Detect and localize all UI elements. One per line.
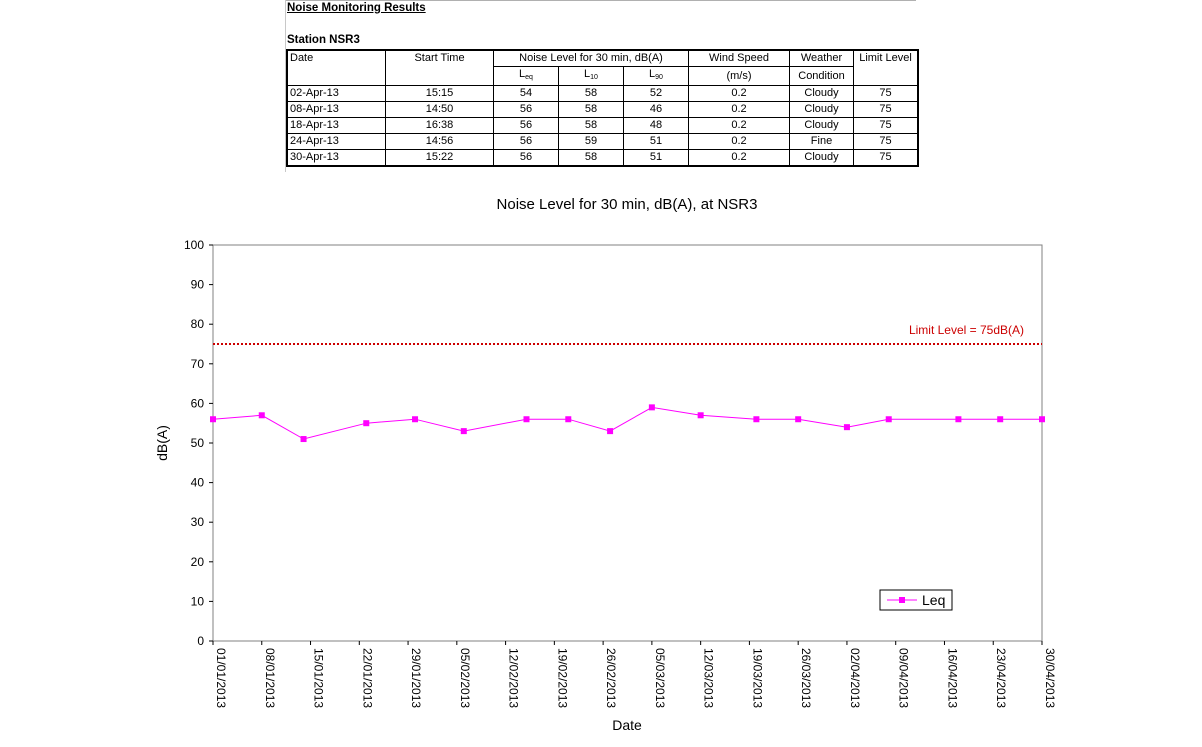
cell-wind: 0.2 xyxy=(689,86,790,102)
data-point xyxy=(1039,416,1045,422)
data-point xyxy=(523,416,529,422)
x-tick-label: 12/02/2013 xyxy=(506,648,521,709)
y-tick-label: 50 xyxy=(190,436,204,450)
header-wind-speed: Wind Speed xyxy=(689,50,790,67)
x-tick-label: 26/03/2013 xyxy=(799,648,814,709)
cell-l90: 48 xyxy=(624,118,689,134)
data-point xyxy=(210,416,216,422)
cell-limit: 75 xyxy=(854,150,919,167)
series-line-leq xyxy=(213,407,1042,439)
y-tick-label: 100 xyxy=(183,238,204,252)
cell-time: 16:38 xyxy=(386,118,494,134)
cell-time: 14:50 xyxy=(386,102,494,118)
x-tick-label: 12/03/2013 xyxy=(701,648,716,709)
x-tick-label: 05/03/2013 xyxy=(652,648,667,709)
data-point xyxy=(997,416,1003,422)
data-point xyxy=(795,416,801,422)
cell-wind: 0.2 xyxy=(689,150,790,167)
y-tick-label: 20 xyxy=(190,554,204,569)
cell-l10: 59 xyxy=(559,134,624,150)
x-axis-label: Date xyxy=(612,717,642,733)
x-tick-label: 22/01/2013 xyxy=(360,648,375,709)
x-tick-label: 23/04/2013 xyxy=(994,648,1009,709)
cell-limit: 75 xyxy=(854,134,919,150)
cell-leq: 54 xyxy=(494,86,559,102)
cell-date: 30-Apr-13 xyxy=(287,150,386,167)
cell-time: 14:56 xyxy=(386,134,494,150)
y-tick-label: 10 xyxy=(190,594,204,609)
report-title: Noise Monitoring Results xyxy=(287,2,426,14)
header-weather-2: Condition xyxy=(790,67,854,86)
y-axis-label: dB(A) xyxy=(154,425,170,461)
legend xyxy=(880,590,952,610)
cell-l90: 46 xyxy=(624,102,689,118)
data-point xyxy=(955,416,961,422)
cell-date: 18-Apr-13 xyxy=(287,118,386,134)
data-point xyxy=(259,412,265,418)
limit-label: Limit Level = 75dB(A) xyxy=(908,323,1024,337)
cell-wind: 0.2 xyxy=(689,134,790,150)
cell-leq: 56 xyxy=(494,118,559,134)
cell-l10: 58 xyxy=(559,150,624,167)
x-tick-label: 05/02/2013 xyxy=(457,648,472,709)
header-weather-1: Weather xyxy=(790,50,854,67)
x-tick-label: 19/02/2013 xyxy=(555,648,570,709)
cell-leq: 56 xyxy=(494,102,559,118)
y-tick-label: 90 xyxy=(190,277,204,292)
data-point xyxy=(565,416,571,422)
y-tick-label: 30 xyxy=(190,515,204,530)
header-l10: $L_{10}$ xyxy=(559,67,624,86)
header-start-time: Start Time xyxy=(386,50,494,86)
cell-limit: 75 xyxy=(854,118,919,134)
x-tick-label: 29/01/2013 xyxy=(409,648,424,709)
cell-date: 08-Apr-13 xyxy=(287,102,386,118)
data-point xyxy=(461,428,467,434)
x-tick-label: 15/01/2013 xyxy=(311,648,326,709)
cell-time: 15:15 xyxy=(386,86,494,102)
data-point xyxy=(363,420,369,426)
x-tick-label: 01/01/2013 xyxy=(214,648,228,709)
y-tick-label: 70 xyxy=(190,356,204,371)
y-tick-label: 0 xyxy=(197,634,204,648)
x-tick-label: 16/04/2013 xyxy=(945,648,960,709)
cell-weather: Cloudy xyxy=(790,150,854,167)
data-point xyxy=(844,424,850,430)
y-tick-label: 60 xyxy=(190,396,204,411)
data-point xyxy=(753,416,759,422)
data-point xyxy=(607,428,613,434)
cell-time: 15:22 xyxy=(386,150,494,167)
data-point xyxy=(412,416,418,422)
data-point xyxy=(886,416,892,422)
cell-weather: Fine xyxy=(790,134,854,150)
header-wind-unit: (m/s) xyxy=(689,67,790,86)
cell-date: 24-Apr-13 xyxy=(287,134,386,150)
data-point xyxy=(649,404,655,410)
header-leq: $L_{eq}$ xyxy=(494,67,559,86)
data-point xyxy=(301,436,307,442)
data-point xyxy=(698,412,704,418)
y-tick-label: 80 xyxy=(190,317,204,332)
cell-limit: 75 xyxy=(854,102,919,118)
cell-l90: 52 xyxy=(624,86,689,102)
legend-marker xyxy=(899,597,905,603)
chart-title: Noise Level for 30 min, dB(A), at NSR3 xyxy=(496,196,758,213)
cell-leq: 56 xyxy=(494,150,559,167)
cell-weather: Cloudy xyxy=(790,86,854,102)
plot-frame xyxy=(213,245,1042,641)
y-tick-label: 40 xyxy=(190,475,204,490)
cell-l90: 51 xyxy=(624,150,689,167)
cell-wind: 0.2 xyxy=(689,118,790,134)
cell-l10: 58 xyxy=(559,102,624,118)
cell-wind: 0.2 xyxy=(689,102,790,118)
cell-date: 02-Apr-13 xyxy=(287,86,386,102)
x-tick-label: 26/02/2013 xyxy=(604,648,619,709)
x-tick-label: 19/03/2013 xyxy=(750,648,765,709)
header-limit-level: Limit Level xyxy=(854,50,919,86)
header-noise-level: Noise Level for 30 min, dB(A) xyxy=(494,50,689,67)
header-date: Date xyxy=(287,50,386,86)
cell-weather: Cloudy xyxy=(790,102,854,118)
cell-leq: 56 xyxy=(494,134,559,150)
x-tick-label: 02/04/2013 xyxy=(847,648,862,709)
cell-l90: 51 xyxy=(624,134,689,150)
x-tick-label: 30/04/2013 xyxy=(1043,648,1057,709)
legend-label: Leq xyxy=(922,592,946,608)
x-tick-label: 08/01/2013 xyxy=(262,648,277,709)
cell-weather: Cloudy xyxy=(790,118,854,134)
plot-area xyxy=(184,238,1057,708)
cell-l10: 58 xyxy=(559,86,624,102)
x-tick-label: 09/04/2013 xyxy=(896,648,911,709)
station-label: Station NSR3 xyxy=(287,34,360,46)
cell-l10: 58 xyxy=(559,118,624,134)
header-l90: $L_{90}$ xyxy=(624,67,689,86)
cell-limit: 75 xyxy=(854,86,919,102)
